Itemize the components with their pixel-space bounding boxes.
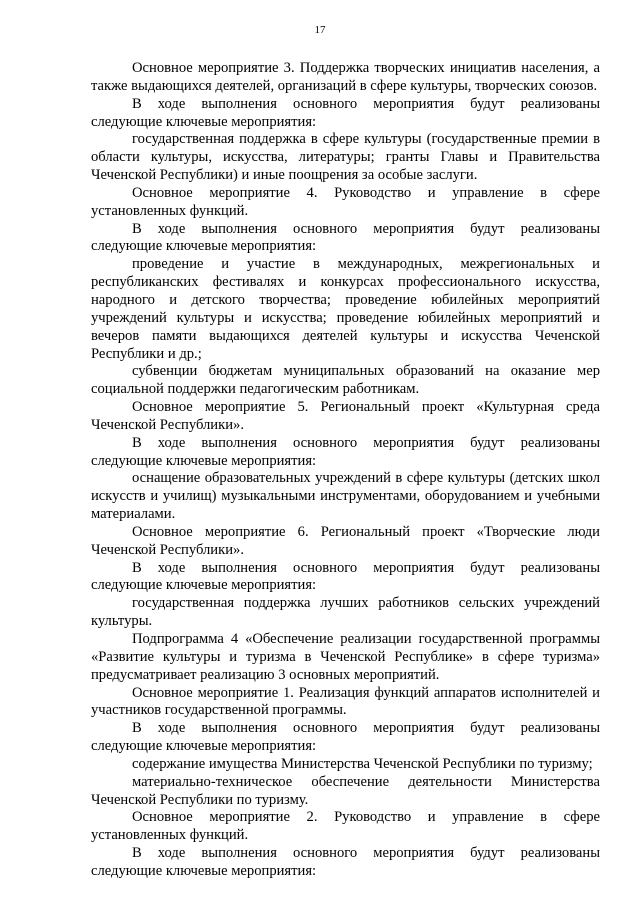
paragraph: В ходе выполнения основного мероприятия будут реализованы следующие ключевые мероприятия: — [91, 720, 600, 755]
paragraph: Подпрограмма 4 «Обеспечение реализации государственной программы «Развитие культуры и туризма в Чеченской Республике» в сфере туризма» предусматривает реализацию 3 основных мероприятий. — [91, 631, 600, 683]
paragraph: В ходе выполнения основного мероприятия будут реализованы следующие ключевые мероприятия: — [91, 220, 600, 255]
paragraph: оснащение образовательных учреждений в сфере культуры (детских школ искусств и училищ) музыкальными инструментами, оборудованием и учебными материалами. — [91, 470, 600, 523]
paragraph: Основное мероприятие 3. Поддержка творческих инициатив населения, а также выдающихся деятелей, организаций в сфере культуры, творческих союзов. — [91, 60, 600, 94]
paragraph: В ходе выполнения основного мероприятия будут реализованы следующие ключевые мероприятия: — [91, 559, 600, 594]
paragraph: Основное мероприятие 4. Руководство и управление в сфере установленных функций. — [91, 184, 600, 219]
paragraph: Основное мероприятие 6. Региональный проект «Творческие люди Чеченской Республики». — [91, 523, 600, 558]
paragraph: субвенции бюджетам муниципальных образований на оказание мер социальной поддержки педагогическим работникам. — [91, 363, 600, 398]
paragraph: Основное мероприятие 5. Региональный проект «Культурная среда Чеченской Республики». — [91, 399, 600, 433]
paragraph: проведение и участие в международных, межрегиональных и республиканских фестивалях и конкурсах профессионального искусства, народного и детского творчества; проведение юбилейных мероприятий учреждений культуры и искусства; проведение юбилейных мероприятий и вечеров памяти выдающихся деятелей культуры и искусства Чеченской Республики и др.; — [91, 256, 600, 362]
paragraph: В ходе выполнения основного мероприятия будут реализованы следующие ключевые мероприятия: — [91, 434, 600, 469]
paragraph: государственная поддержка лучших работников сельских учреждений культуры. — [91, 595, 600, 630]
paragraph: содержание имущества Министерства Чеченской Республики по туризму; — [132, 755, 593, 772]
paragraph: Основное мероприятие 2. Руководство и управление в сфере установленных функций. — [91, 809, 600, 844]
paragraph: государственная поддержка в сфере культуры (государственные премии в области культуры, искусства, литературы; гранты Главы и Правительства Чеченской Республики) и иные поощрения за особые заслуги. — [91, 131, 600, 184]
page-number: 17 — [314, 24, 326, 36]
paragraph: В ходе выполнения основного мероприятия будут реализованы следующие ключевые мероприятия: — [91, 95, 600, 130]
document-body — [91, 60, 600, 881]
paragraph: материально-техническое обеспечение деятельности Министерства Чеченской Республики по туризму. — [91, 773, 600, 808]
paragraph: В ходе выполнения основного мероприятия будут реализованы следующие ключевые мероприятия: — [91, 845, 600, 879]
paragraph: Основное мероприятие 1. Реализация функций аппаратов исполнителей и участников государственной программы. — [91, 684, 600, 719]
